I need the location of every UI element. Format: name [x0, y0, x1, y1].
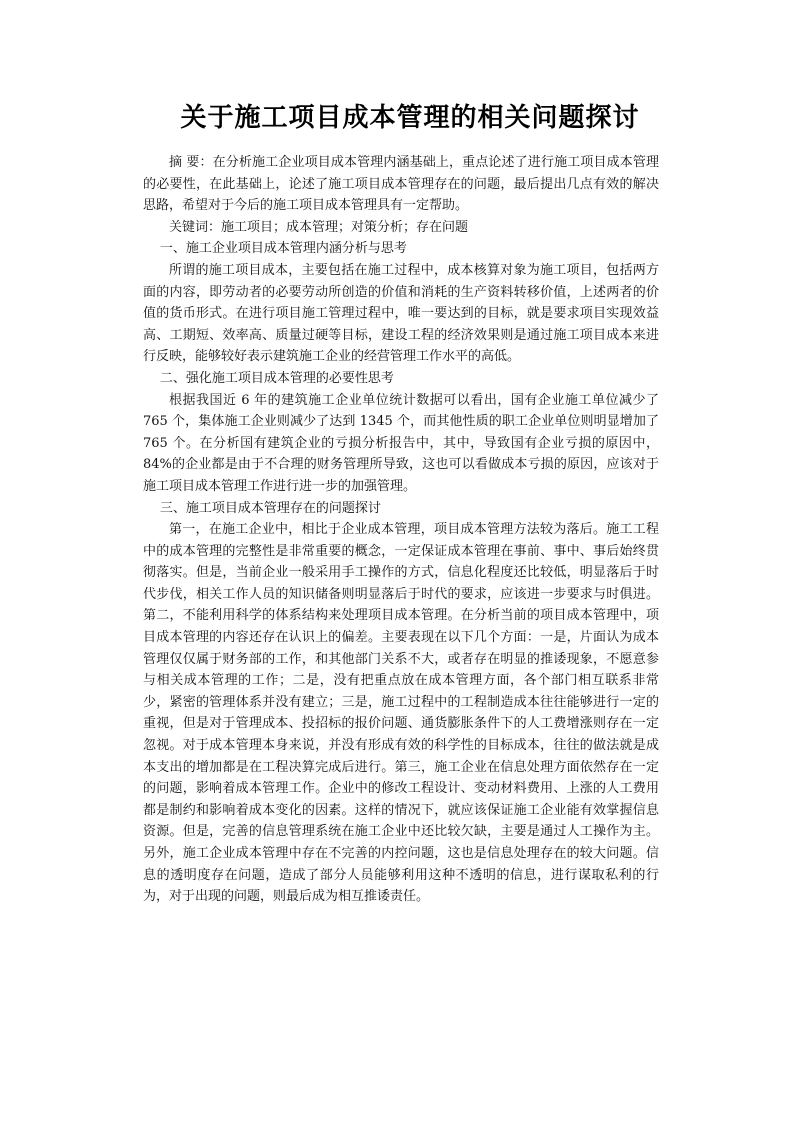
section-1-paragraph: 所谓的施工项目成本，主要包括在施工过程中，成本核算对象为施工项目，包括两方面的内容，即劳动者的必要劳动所创造的价值和消耗的生产资料转移价值，上述两者的价值的货币形式。在进行项目施工管理过程中，唯一要达到的目标，就是要求项目实现效益高、工期短、效率高、质量过硬等目标，建设工程的经济效果则是通过施工项目成本来进行反映，能够较好表示建筑施工企业的经营管理工作水平的高低。 — [143, 262, 659, 365]
section-2-paragraph: 根据我国近 6 年的建筑施工企业单位统计数据可以看出，国有企业施工单位减少了 765 个，集体施工企业则减少了达到 1345 个，而其他性质的职工企业单位则明显增加了 765 个。在分析国有建筑企业的亏损分析报告中，其中，导致国有企业亏损的原因中，84%的企业都是由于不合理的财务管理所导致，这也可以看做成本亏损的原因，应该对于施工项目成本管理工作进行进一步的加强管理。 — [143, 392, 659, 494]
document-body — [143, 152, 659, 908]
abstract-paragraph: 摘 要：在分析施工企业项目成本管理内涵基础上，重点论述了进行施工项目成本管理的必要性，在此基础上，论述了施工项目成本管理存在的问题，最后提出几点有效的解决思路，希望对于今后的施工项目成本管理具有一定帮助。 — [143, 155, 659, 214]
section-heading-1: 一、施工企业项目成本管理内涵分析与思考 — [159, 241, 407, 257]
section-heading-2: 二、强化施工项目成本管理的必要性思考 — [159, 370, 394, 386]
keywords-paragraph: 关键词：施工项目；成本管理；对策分析；存在问题 — [169, 219, 469, 235]
document-title: 关于施工项目成本管理的相关问题探讨 — [180, 103, 640, 133]
section-heading-3: 三、施工项目成本管理存在的问题探讨 — [159, 500, 381, 516]
section-3-paragraph: 第一，在施工企业中，相比于企业成本管理，项目成本管理方法较为落后。施工工程中的成本管理的完整性是非常重要的概念，一定保证成本管理在事前、事中、事后始终贯彻落实。但是，当前企业一般采用手工操作的方式，信息化程度还比较低，明显落后于时代步伐，相关工作人员的知识储备则明显落后于时代的要求，应该进一步要求与时俱进。第二，不能利用科学的体系结构来处理项目成本管理。在分析当前的项目成本管理中，项目成本管理的内容还存在认识上的偏差。主要表现在以下几个方面：一是，片面认为成本管理仅仅属于财务部的工作，和其他部门关系不大，或者存在明显的推诿现象，不愿意参与相关成本管理的工作；二是，没有把重点放在成本管理方面，各个部门相互联系非常少，紧密的管理体系并没有建立；三是，施工过程中的工程制造成本往往能够进行一定的重视，但是对于管理成本、投招标的报价问题、通货膨胀条件下的人工费增涨则存在一定忽视。对于成本管理本身来说，并没有形成有效的科学性的目标成本，往往的做法就是成本支出的增加都是在工程决算完成后进行。第三，施工企业在信息处理方面依然存在一定的问题，影响着成本管理工作。企业中的修改工程设计、变动材料费用、上涨的人工费用都是制约和影响着成本变化的因素。这样的情况下，就应该保证施工企业能有效掌握信息资源。但是，完善的信息管理系统在施工企业中还比较欠缺，主要是通过人工操作为主。另外，施工企业成本管理中存在不完善的内控问题，这也是信息处理存在的较大问题。信息的透明度存在问题，造成了部分人员能够利用这种不透明的信息，进行谋取私利的行为，对于出现的问题，则最后成为相互推诿责任。 — [143, 522, 659, 905]
